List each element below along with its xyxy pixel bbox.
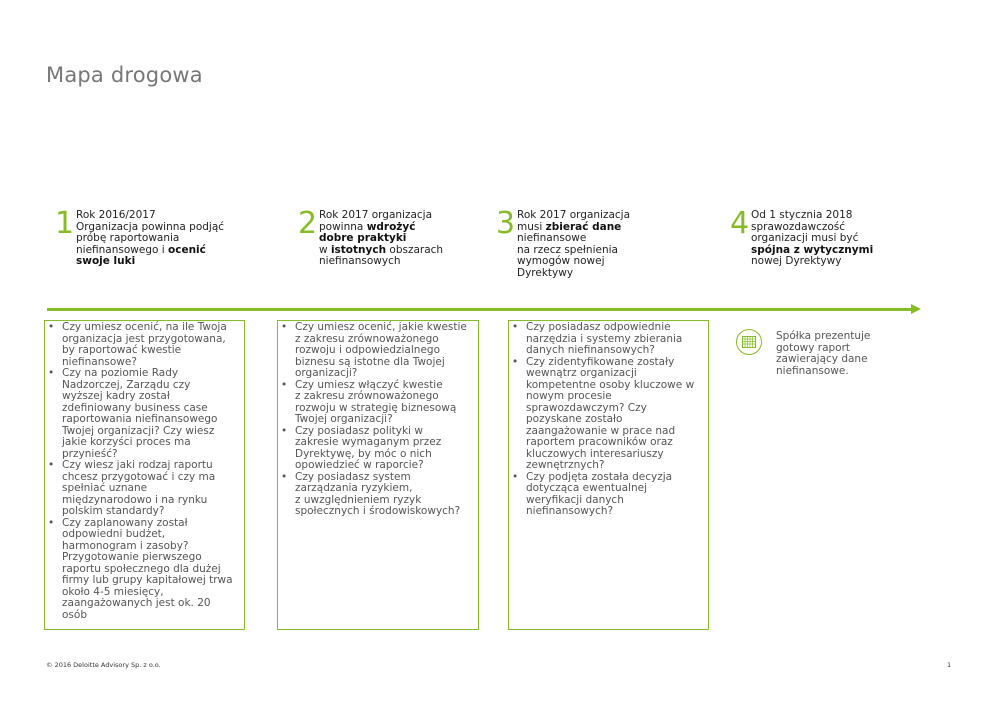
question-item bbox=[281, 380, 475, 426]
step-text-segment: Rok 2017 organizacja bbox=[517, 209, 631, 221]
step-text-segment: nowej Dyrektywy bbox=[751, 255, 842, 268]
question-line: niefinansowe? bbox=[62, 355, 137, 368]
question-line: raportu społecznego dla dużej bbox=[62, 562, 221, 575]
question-line: • Czy posiadasz system bbox=[295, 470, 411, 483]
question-line: Twojej organizacji? Czy wiesz bbox=[62, 424, 215, 437]
question-line: zakresie wymaganym przez bbox=[295, 436, 442, 448]
question-line: raportem pracowników oraz bbox=[526, 436, 673, 448]
question-line: rozwoju i odpowiedzialnego bbox=[295, 344, 440, 356]
step-emphasis: ocenić bbox=[168, 243, 206, 256]
question-list bbox=[48, 322, 241, 621]
question-item bbox=[48, 368, 241, 460]
step-text-segment: niefinansowych bbox=[319, 255, 401, 268]
step-text-segment: Organizacja powinna podjąć bbox=[76, 220, 225, 233]
step-emphasis: istotnych bbox=[330, 243, 387, 256]
question-line: Nadzorczej, Zarządu czy bbox=[62, 378, 191, 391]
question-line: raportowania niefinansowego bbox=[62, 413, 218, 425]
question-line: odpowiedni budżet, bbox=[62, 528, 166, 540]
question-line: polskim standardy? bbox=[62, 505, 165, 517]
question-item bbox=[281, 426, 475, 472]
step-emphasis: dobre praktyki bbox=[319, 232, 407, 245]
question-line: • Czy posiadasz polityki w bbox=[295, 424, 423, 437]
question-line: narzędzia i systemy zbierania bbox=[526, 332, 683, 345]
question-line: spełniać uznane bbox=[62, 482, 148, 494]
step-description bbox=[751, 210, 873, 268]
question-line: organizacji? bbox=[295, 367, 358, 379]
question-box-1 bbox=[44, 320, 245, 630]
question-line: chcesz przygotować i czy ma bbox=[62, 470, 216, 483]
question-line: Twojej organizacji? bbox=[295, 413, 393, 425]
step-line bbox=[751, 256, 873, 268]
step-number: 4 bbox=[730, 206, 750, 241]
page-title: Mapa drogowa bbox=[46, 63, 203, 87]
question-line: • Czy umiesz ocenić, na ile Twoja bbox=[62, 321, 227, 333]
question-line: dotycząca ewentualnej bbox=[526, 482, 648, 494]
outcome-line: gotowy raport bbox=[776, 341, 851, 354]
question-line: zarządzania ryzykiem, bbox=[295, 482, 413, 494]
step-emphasis: swoje luki bbox=[76, 255, 136, 268]
step-description bbox=[517, 210, 630, 280]
question-line: osób bbox=[62, 608, 87, 621]
question-line: by raportować kwestie bbox=[62, 344, 182, 356]
outcome-line: zawierający dane bbox=[776, 353, 868, 366]
timeline-line bbox=[47, 308, 911, 311]
question-item bbox=[512, 322, 705, 357]
step-description bbox=[76, 210, 224, 268]
question-line: zaangażowanie w prace nad bbox=[526, 424, 676, 437]
step-text-segment: Rok 2016/2017 bbox=[76, 209, 156, 221]
question-line: sprawozdawczym? Czy bbox=[526, 401, 647, 414]
question-line: wyższej kadry został bbox=[62, 390, 170, 402]
question-line: społecznych i środowiskowych? bbox=[295, 505, 461, 517]
question-item bbox=[48, 460, 241, 518]
question-line: przynieść? bbox=[62, 447, 118, 460]
question-line: • Czy umiesz włączyć kwestie bbox=[295, 378, 443, 391]
question-line: • Czy umiesz ocenić, jakie kwestie bbox=[295, 321, 467, 333]
question-line: z zakresu zrównoważonego bbox=[295, 390, 439, 402]
timeline-arrow-icon bbox=[911, 304, 921, 314]
question-line: • Czy zaplanowany został bbox=[62, 516, 188, 529]
footer-copyright: © 2016 Deloitte Advisory Sp. z o.o. bbox=[46, 661, 161, 669]
step-emphasis: wdrożyć bbox=[366, 220, 416, 233]
question-line: opowiedzieć w raporcie? bbox=[295, 459, 424, 471]
step-number: 2 bbox=[298, 206, 318, 241]
question-line: • Czy posiadasz odpowiednie bbox=[526, 321, 671, 333]
question-line: kluczowych interesariuszy bbox=[526, 447, 664, 460]
question-line: zaangażowanych jest ok. 20 bbox=[62, 597, 211, 609]
question-line: niefinansowych? bbox=[526, 505, 614, 517]
step-description bbox=[319, 210, 443, 268]
question-line: wewnątrz organizacji bbox=[526, 367, 637, 379]
question-line: • Czy zidentyfikowane zostały bbox=[526, 355, 675, 368]
step-text-segment: powinna bbox=[319, 220, 367, 233]
question-item bbox=[512, 472, 705, 518]
step-text-segment: musi bbox=[517, 220, 546, 233]
question-line: biznesu są istotne dla Twojej bbox=[295, 355, 445, 368]
question-line: około 4-5 miesięcy, bbox=[62, 585, 164, 598]
step-line bbox=[517, 268, 630, 280]
step-text-segment: Rok 2017 organizacja bbox=[319, 209, 433, 221]
question-item bbox=[281, 322, 475, 380]
question-box-2 bbox=[277, 320, 479, 630]
question-line: rozwoju w strategię biznesową bbox=[295, 401, 457, 414]
question-line: kompetentne osoby kluczowe w bbox=[526, 378, 695, 391]
step-line bbox=[319, 256, 443, 268]
question-line: harmonogram i zasoby? bbox=[62, 539, 189, 552]
question-line: firmy lub grupy kapitałowej trwa bbox=[62, 574, 233, 586]
question-line: Dyrektywę, by móc o nich bbox=[295, 447, 432, 460]
question-line: pozyskane zostało bbox=[526, 413, 623, 425]
question-line: • Czy podjęta została decyzja bbox=[526, 470, 673, 483]
question-line: • Czy na poziomie Rady bbox=[62, 367, 179, 379]
outcome-line: niefinansowe. bbox=[776, 364, 849, 377]
step-text-segment: na rzecz spełnienia bbox=[517, 243, 618, 256]
step-number: 3 bbox=[496, 206, 516, 241]
question-line: danych niefinansowych? bbox=[526, 344, 655, 356]
step-text-segment: niefinansowe bbox=[517, 232, 587, 245]
question-line: jakie korzyści proces ma bbox=[62, 436, 191, 448]
question-line: zewnętrznych? bbox=[526, 459, 605, 471]
question-line: międzynarodowo i na rynku bbox=[62, 493, 208, 506]
step-text-segment: wymogów nowej bbox=[517, 255, 605, 268]
question-list bbox=[281, 322, 475, 518]
outcome-text bbox=[776, 331, 870, 377]
question-item bbox=[48, 518, 241, 622]
step-text-segment: Od 1 stycznia 2018 bbox=[751, 209, 853, 221]
step-text-segment: obszarach bbox=[386, 243, 444, 256]
question-line: zdefiniowany business case bbox=[62, 401, 208, 414]
question-line: Przygotowanie pierwszego bbox=[62, 551, 202, 563]
question-item bbox=[512, 357, 705, 472]
question-box-3 bbox=[508, 320, 709, 630]
outcome-line: Spółka prezentuje bbox=[776, 330, 871, 342]
step-number: 1 bbox=[55, 206, 75, 241]
step-text-segment: w bbox=[319, 243, 331, 256]
question-line: • Czy wiesz jaki rodzaj raportu bbox=[62, 459, 213, 471]
step-line bbox=[76, 256, 224, 268]
question-line: weryfikacji danych bbox=[526, 493, 624, 506]
step-emphasis: spójna z wytycznymi bbox=[751, 243, 874, 256]
step-text-segment: Dyrektywy bbox=[517, 266, 574, 279]
question-item bbox=[281, 472, 475, 518]
question-line: z uwzględnieniem ryzyk bbox=[295, 493, 422, 506]
step-text-segment: organizacji musi być bbox=[751, 232, 859, 245]
question-line: nowym procesie bbox=[526, 390, 612, 402]
report-icon bbox=[736, 329, 762, 355]
step-emphasis: zbierać dane bbox=[545, 220, 622, 233]
step-text-segment: sprawozdawczość bbox=[751, 220, 846, 233]
page-number: 1 bbox=[947, 661, 952, 669]
question-list bbox=[512, 322, 705, 518]
question-item bbox=[48, 322, 241, 368]
step-text-segment: próbę raportowania bbox=[76, 232, 180, 245]
step-text-segment: niefinansowego i bbox=[76, 243, 169, 256]
question-line: organizacja jest przygotowana, bbox=[62, 332, 226, 345]
question-line: z zakresu zrównoważonego bbox=[295, 332, 439, 345]
